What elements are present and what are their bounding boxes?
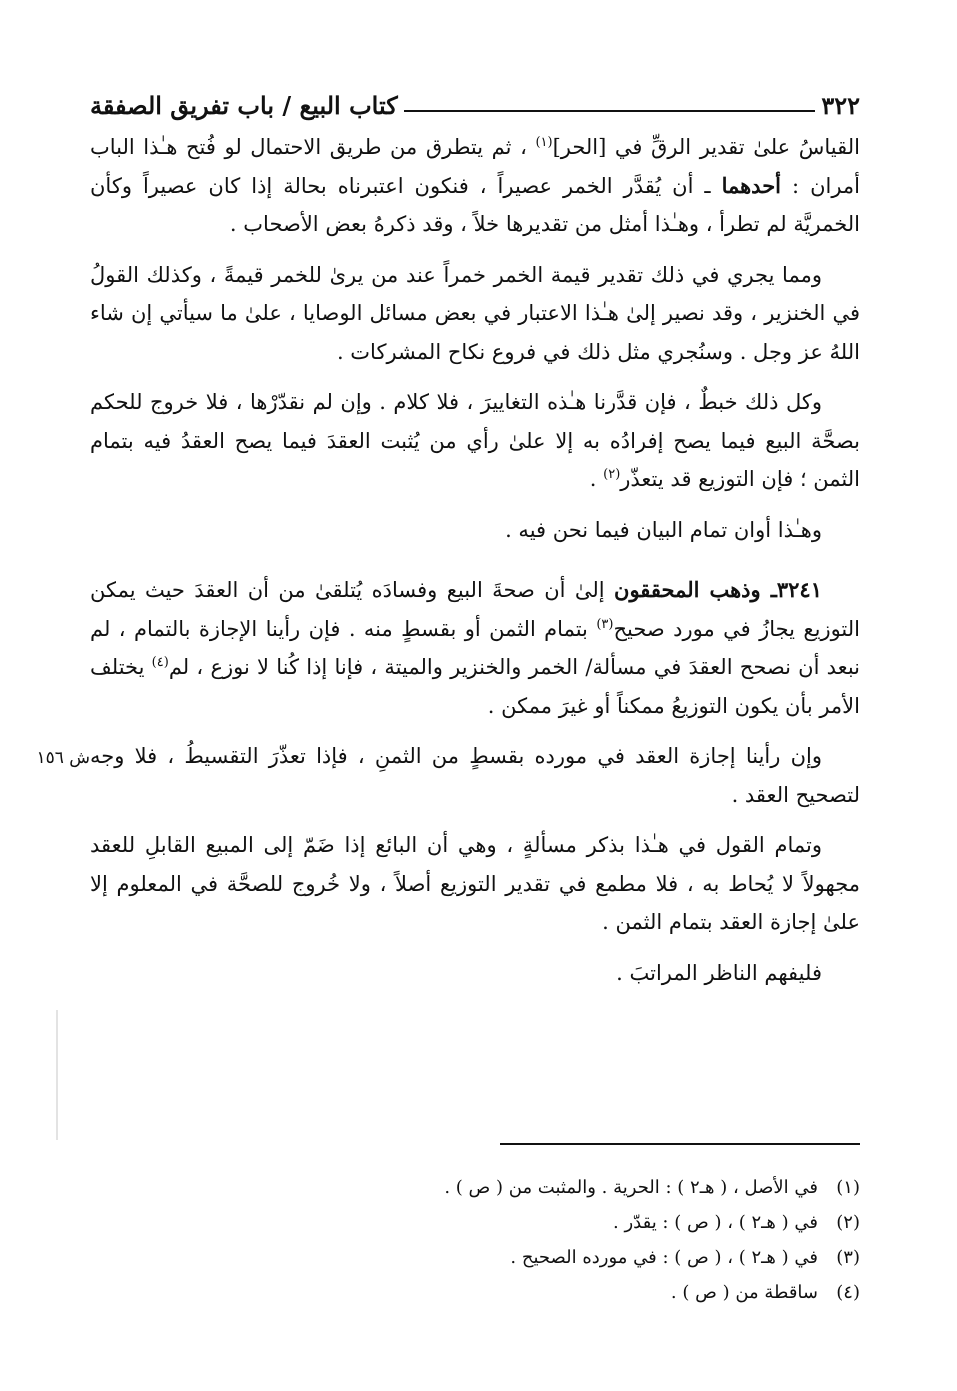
margin-note: ش ١٥٦ <box>36 748 90 768</box>
running-title: كتاب البيع / باب تفريق الصفقة <box>90 91 398 120</box>
p3-text-b: . <box>589 467 604 491</box>
paragraph-3 <box>90 383 860 499</box>
p5-text-b: بتمام الثمن أو بقسطٍ منه . فإن رأينا الإجازة بالتمام ، لم نبعد أن نصحح العقدَ في مسألة/ الخمر والخنزير والميتة ، فإنا إذا كُنا لا نوزع ، لم <box>90 616 860 679</box>
paragraph-5 <box>90 571 860 725</box>
footnote-ref-1: (١) <box>535 135 553 150</box>
footnote-ref-3: (٣) <box>596 616 614 632</box>
footnote-text: في ( هـ٢ ) ، ( ص ) : يقدّر . <box>613 1212 818 1233</box>
footnote-1 <box>90 1170 860 1205</box>
footnote-ref-2: (٢) <box>603 467 621 482</box>
footnotes <box>90 1170 860 1310</box>
footnote-number: (١) <box>836 1177 860 1198</box>
paragraph-8: فليفهم الناظر المراتبَ . <box>616 960 822 985</box>
paragraph-7: وتمام القول في هـٰذا بذكر مسألةٍ ، وهي أن البائع إذا ضَمّ إلى المبيع القابلِ للعقد مجهولاً لا يُحاط به ، فلا مطمع في تقدير التوزيع أصلاً ، ولا خُروج للصحَّة في المعلوم إلا علىٰ إجازة العقد بتمام الثمن . <box>90 833 860 934</box>
p5-text-c: يختلف الأمر بأن يكون التوزيعُ ممكناً أو غيرَ ممكن . <box>90 655 860 718</box>
footnote-3 <box>90 1240 860 1275</box>
p5-bold: وذهب المحققون <box>614 577 771 602</box>
paragraph-2: ومما يجري في ذلك تقدير قيمة الخمر خمراً عند من يرىٰ للخمر قيمةً ، وكذلك القولُ في الخنزير ، وقد نصير إلىٰ هـٰذا الاعتبار في بعض مسائل الوصايا ، علىٰ ما سيأتي إن شاء اللهُ عز وجل . وسنُجري مثل ذلك في فروع نكاح المشركات . <box>90 262 860 364</box>
paragraph-4: وهـٰذا أوان تمام البيان فيما نحن فيه . <box>505 517 822 542</box>
footnote-text: في الأصل ، ( هـ٢ ) : الحرية . والمثبت من ( ص ) . <box>444 1177 818 1198</box>
footnote-number: (٣) <box>836 1247 860 1268</box>
footnote-2 <box>90 1205 860 1240</box>
footnote-ref-4: (٤) <box>151 655 169 670</box>
section-number: ٣٢٤١ـ <box>770 577 822 602</box>
footnote-text: في ( هـ٢ ) ، ( ص ) : في مورده الصحيح . <box>510 1247 818 1268</box>
page-number: ٣٢٢ <box>821 91 860 120</box>
page-header <box>90 80 860 120</box>
p1-text-b: ، ثم يتطرق من طريق الاحتمال لو فُتح هـٰذا الباب أمران : <box>90 135 860 198</box>
p1-bold: أحدهما <box>721 172 782 198</box>
p1-text-c: ـ أن يُقدَّر الخمر عصيراً ، فنكون اعتبرناه بحالة إذا كان عصيراً وكأن الخمريَّة لم تطرأ ، وهـٰذا أمثل من تقديرها خلاً ، وقد ذكرهُ بعض الأصحاب . <box>90 173 860 236</box>
header-rule <box>404 110 816 112</box>
footnote-rule <box>500 1143 860 1145</box>
p1-text-a: القياسُ علىٰ تقدير الرقِّ في [الحر] <box>552 135 860 159</box>
main-text <box>90 128 860 992</box>
paragraph-6: وإن رأينا إجازة العقد في مورده بقسطٍ من الثمنِ ، فإذا تعذّرَ التقسيطُ ، فلا وجه لتصحيح العقد . <box>90 744 860 807</box>
footnote-text: ساقطة من ( ص ) . <box>670 1282 818 1303</box>
p3-text-a: وكل ذلك خبطٌ ، فإن قدَّرنا هـٰذه التغاييرَ ، فلا كلام . وإن لم نقدّرْها ، فلا خروج للحكم بصحَّة البيع فيما يصح إفرادُه به إلا علىٰ رأي من يُثبت العقدَ فيما يصح العقدُ فيه بتمام الثمن ؛ فإن التوزيع قد يتعذّر <box>90 390 860 491</box>
footnote-number: (٢) <box>836 1212 860 1233</box>
p5-text-a: إلىٰ أن صحةَ البيع وفسادَه يُتلقىٰ من أن العقدَ حيث يمكن التوزيع يجازُ في مورد صحيح <box>90 578 860 641</box>
scan-mark <box>56 1010 58 1140</box>
footnote-4 <box>90 1275 860 1310</box>
footnote-number: (٤) <box>836 1282 860 1303</box>
paragraph-1 <box>90 128 860 244</box>
